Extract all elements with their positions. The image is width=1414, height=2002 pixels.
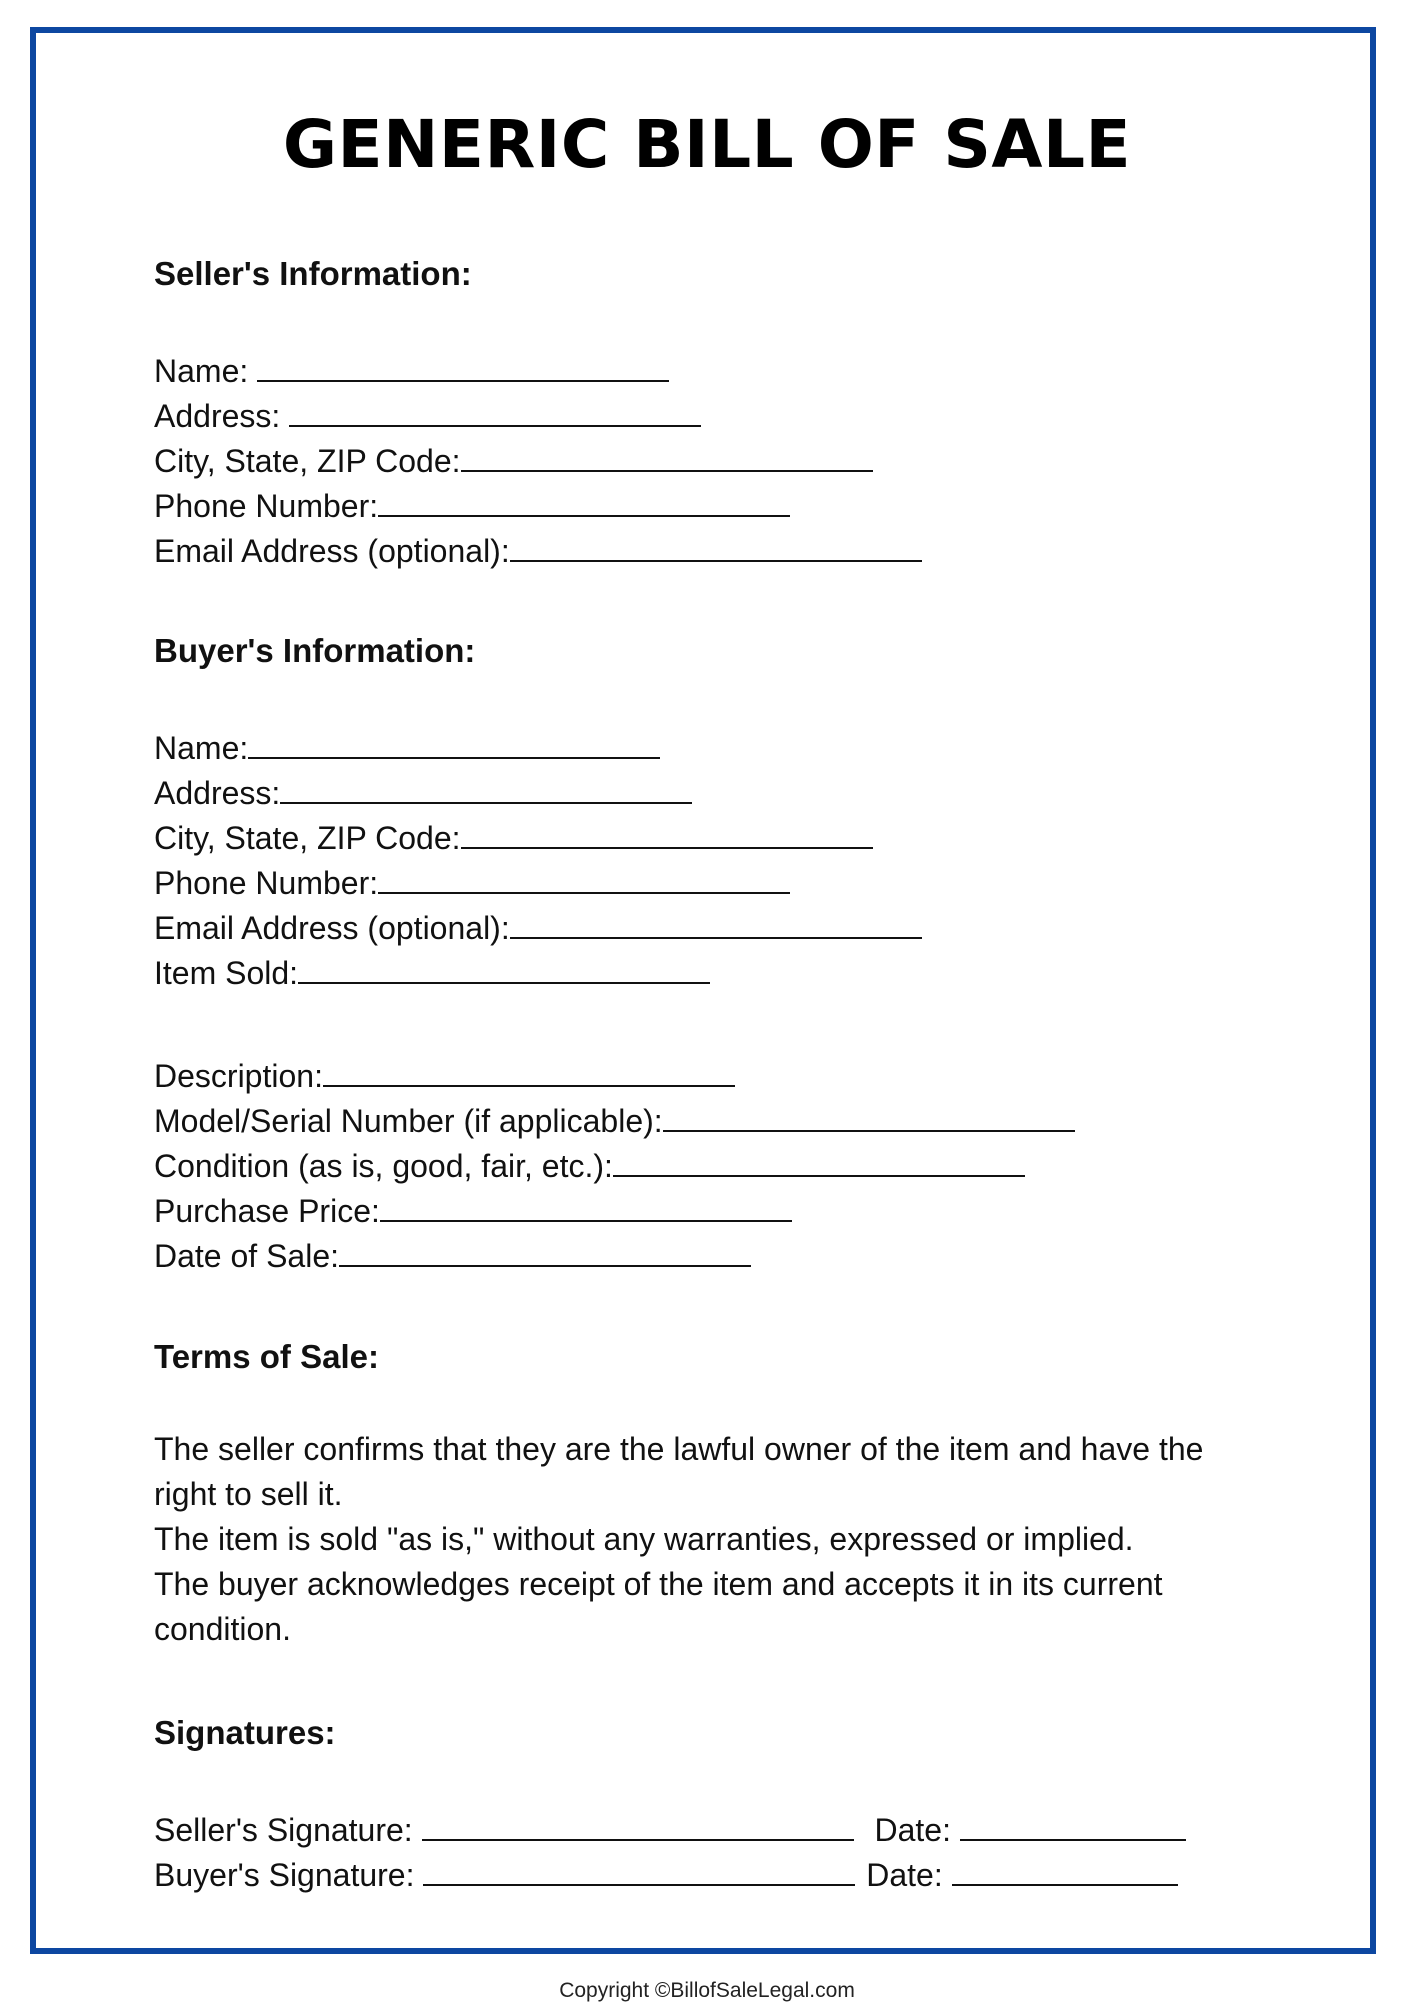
buyer-signature-label: Buyer's Signature: — [154, 1857, 424, 1893]
purchase-price-row — [154, 1194, 792, 1227]
buyer-email-row — [154, 911, 922, 944]
buyer-date-label: Date: — [866, 1857, 952, 1893]
buyer-email-label: Email Address (optional): — [154, 910, 510, 946]
terms-text — [154, 1427, 1274, 1652]
terms-as-is-statement: The item is sold "as is," without any warranties, expressed or implied. — [154, 1521, 1134, 1557]
buyer-city-row — [154, 821, 873, 854]
buyer-city-field[interactable] — [461, 821, 873, 849]
terms-acknowledgement-statement: The buyer acknowledges receipt of the item and accepts it in its current condition. — [154, 1566, 1163, 1647]
seller-city-field[interactable] — [461, 444, 873, 472]
seller-name-label: Name: — [154, 353, 258, 389]
seller-phone-label: Phone Number: — [154, 488, 379, 524]
model-serial-field[interactable] — [663, 1104, 1075, 1132]
buyer-email-field[interactable] — [510, 911, 922, 939]
document-title: GENERIC BILL OF SALE — [282, 106, 1132, 183]
seller-email-field[interactable] — [510, 534, 922, 562]
seller-address-field[interactable] — [289, 399, 701, 427]
date-of-sale-label: Date of Sale: — [154, 1238, 339, 1274]
buyer-address-field[interactable] — [280, 776, 692, 804]
seller-signature-field[interactable] — [422, 1813, 854, 1841]
seller-section-heading: Seller's Information: — [154, 255, 472, 292]
copyright-footer: Copyright ©BillofSaleLegal.com — [559, 1979, 855, 2002]
buyer-signature-row — [154, 1858, 1178, 1891]
buyer-date-field[interactable] — [952, 1858, 1178, 1886]
seller-address-label: Address: — [154, 398, 290, 434]
description-row — [154, 1059, 735, 1092]
seller-email-row — [154, 534, 922, 567]
condition-label: Condition (as is, good, fair, etc.): — [154, 1148, 613, 1184]
buyer-signature-field[interactable] — [423, 1858, 855, 1886]
model-serial-label: Model/Serial Number (if applicable): — [154, 1103, 663, 1139]
seller-phone-row — [154, 489, 790, 522]
description-label: Description: — [154, 1058, 323, 1094]
seller-name-row — [154, 354, 669, 387]
item-sold-field[interactable] — [298, 956, 710, 984]
item-sold-row — [154, 956, 710, 989]
buyer-address-label: Address: — [154, 775, 281, 811]
model-serial-row — [154, 1104, 1075, 1137]
buyer-section-heading: Buyer's Information: — [154, 632, 476, 669]
buyer-name-row — [154, 731, 660, 764]
seller-signature-row — [154, 1813, 1186, 1846]
description-field[interactable] — [323, 1059, 735, 1087]
date-of-sale-row — [154, 1239, 751, 1272]
terms-ownership-statement: The seller confirms that they are the lawful owner of the item and have the right to sell it. — [154, 1431, 1204, 1512]
buyer-name-label: Name: — [154, 730, 249, 766]
seller-phone-field[interactable] — [378, 489, 790, 517]
buyer-phone-label: Phone Number: — [154, 865, 379, 901]
item-sold-label: Item Sold: — [154, 955, 299, 991]
seller-date-label: Date: — [874, 1812, 960, 1848]
seller-date-field[interactable] — [960, 1813, 1186, 1841]
condition-row — [154, 1149, 1025, 1182]
seller-city-row — [154, 444, 873, 477]
date-of-sale-field[interactable] — [339, 1239, 751, 1267]
seller-name-field[interactable] — [257, 354, 669, 382]
seller-address-row — [154, 399, 701, 432]
seller-signature-label: Seller's Signature: — [154, 1812, 422, 1848]
buyer-city-label: City, State, ZIP Code: — [154, 820, 461, 856]
signatures-section-heading: Signatures: — [154, 1714, 336, 1751]
buyer-phone-field[interactable] — [378, 866, 790, 894]
buyer-name-field[interactable] — [248, 731, 660, 759]
condition-field[interactable] — [613, 1149, 1025, 1177]
buyer-phone-row — [154, 866, 790, 899]
buyer-address-row — [154, 776, 692, 809]
terms-section-heading: Terms of Sale: — [154, 1338, 379, 1375]
purchase-price-field[interactable] — [380, 1194, 792, 1222]
seller-city-label: City, State, ZIP Code: — [154, 443, 461, 479]
seller-email-label: Email Address (optional): — [154, 533, 510, 569]
purchase-price-label: Purchase Price: — [154, 1193, 380, 1229]
